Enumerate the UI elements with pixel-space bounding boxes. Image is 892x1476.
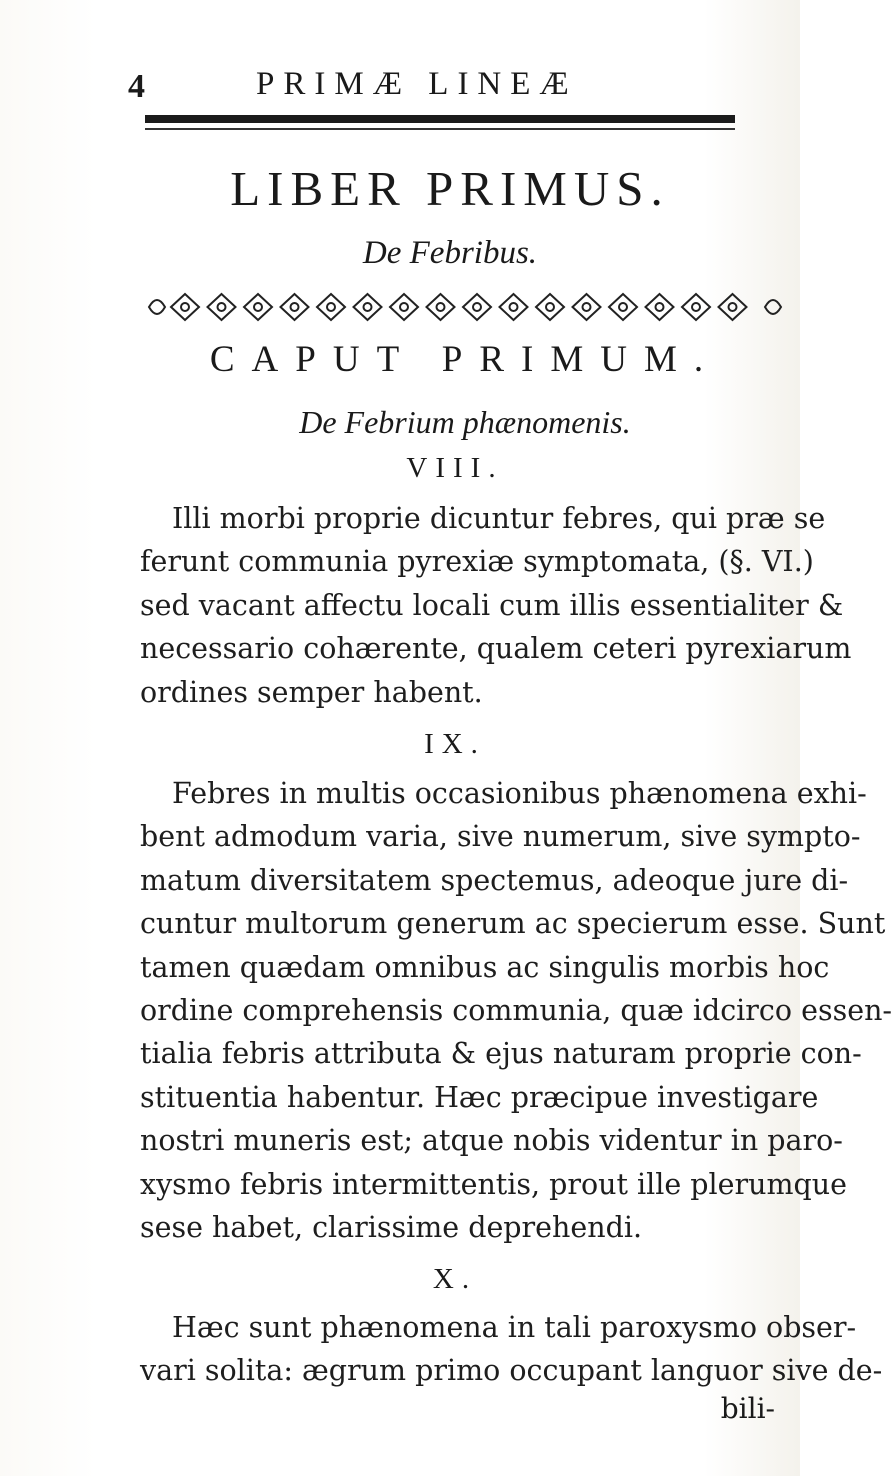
ornament-dot xyxy=(291,303,299,311)
chapter-subtitle: De Febrium phænomenis. xyxy=(299,404,631,440)
ornament-lozenge xyxy=(390,294,418,320)
ornament-dot xyxy=(729,303,737,311)
text-line: Illi morbi proprie dicuntur febres, qui præ se xyxy=(172,502,826,535)
ornament-lozenge xyxy=(719,294,747,320)
ornament-lozenge xyxy=(244,294,272,320)
text-line: necessario cohærente, qualem ceteri pyrexiarum xyxy=(140,632,852,666)
ornament-lozenge xyxy=(609,294,637,320)
ornament-lozenge xyxy=(463,294,491,320)
text-line: stituentia habentur. Hæc præcipue investigare xyxy=(140,1080,819,1114)
text-line: Febres in multis occasionibus phænomena exhi- xyxy=(172,777,867,810)
ornament-lozenge xyxy=(646,294,674,320)
book-title: LIBER PRIMUS. xyxy=(230,161,670,216)
ornament-dot xyxy=(583,303,591,311)
ornament-dot xyxy=(473,303,481,311)
ornament-dot xyxy=(181,303,189,311)
ornament-dot xyxy=(546,303,554,311)
text-line: sese habet, clarissime deprehendi. xyxy=(140,1211,643,1245)
ornament-dot xyxy=(656,303,664,311)
text-line: tamen quædam omnibus ac singulis morbis hoc xyxy=(140,950,830,984)
ornament-band-icon xyxy=(145,285,785,329)
ornament-dot xyxy=(254,303,262,311)
text-line: matum diversitatem spectemus, adeoque jure di- xyxy=(140,863,849,897)
ornament-lozenge xyxy=(354,294,382,320)
text-line: sed vacant affectu locali cum illis essentialiter & xyxy=(140,588,844,622)
ornament-lozenge xyxy=(281,294,309,320)
ornament-dot xyxy=(437,303,445,311)
ornament-lozenge xyxy=(682,294,710,320)
section-paragraph xyxy=(140,497,852,714)
section-paragraph xyxy=(140,772,892,1249)
ornament-lozenge xyxy=(500,294,528,320)
ornament-dot xyxy=(692,303,700,311)
catchword: bili- xyxy=(720,1392,775,1425)
text-line: nostri muneris est; atque nobis videntur in paro- xyxy=(140,1124,843,1158)
text-line: cuntur multorum generum ac specierum esse. Sunt xyxy=(140,907,886,941)
text-line: tialia febris attributa & ejus naturam proprie con- xyxy=(140,1037,862,1071)
text-line: ordines semper habent. xyxy=(140,675,483,709)
running-head xyxy=(128,60,728,110)
section-number: VIII. xyxy=(406,452,504,484)
head-rule-thin xyxy=(145,128,735,130)
ornament-dot xyxy=(400,303,408,311)
running-title: PRIMÆ LINEÆ xyxy=(256,66,578,102)
text-line: ferunt communia pyrexiæ symptomata, (§. VI.) xyxy=(140,545,814,579)
ornament-dot xyxy=(218,303,226,311)
section-paragraph xyxy=(140,1306,883,1393)
text-line: Hæc sunt phænomena in tali paroxysmo obser- xyxy=(172,1311,857,1344)
page-number: 4 xyxy=(128,68,145,105)
ornament-dot xyxy=(619,303,627,311)
ornament-lozenge xyxy=(171,294,199,320)
ornament-dot xyxy=(327,303,335,311)
ornament-lozenge xyxy=(427,294,455,320)
ornament-dot xyxy=(364,303,372,311)
section-number: IX. xyxy=(424,728,486,760)
text-line: ordine comprehensis communia, quæ idcirco essen- xyxy=(140,994,892,1028)
text-line: vari solita: ægrum primo occupant languor sive de- xyxy=(140,1354,883,1388)
text-line: xysmo febris intermittentis, prout ille plerumque xyxy=(140,1167,847,1201)
ornament-lozenge xyxy=(573,294,601,320)
ornament-lozenge xyxy=(536,294,564,320)
book-subtitle: De Febribus. xyxy=(362,235,538,271)
head-rule-thick xyxy=(145,115,735,123)
section-number: X. xyxy=(432,1263,478,1295)
ornament-dot xyxy=(510,303,518,311)
ornament-lozenge xyxy=(317,294,345,320)
ornament-lozenge xyxy=(208,294,236,320)
text-line: bent admodum varia, sive numerum, sive sympto- xyxy=(140,820,861,854)
chapter-title: CAPUT PRIMUM. xyxy=(209,339,721,380)
